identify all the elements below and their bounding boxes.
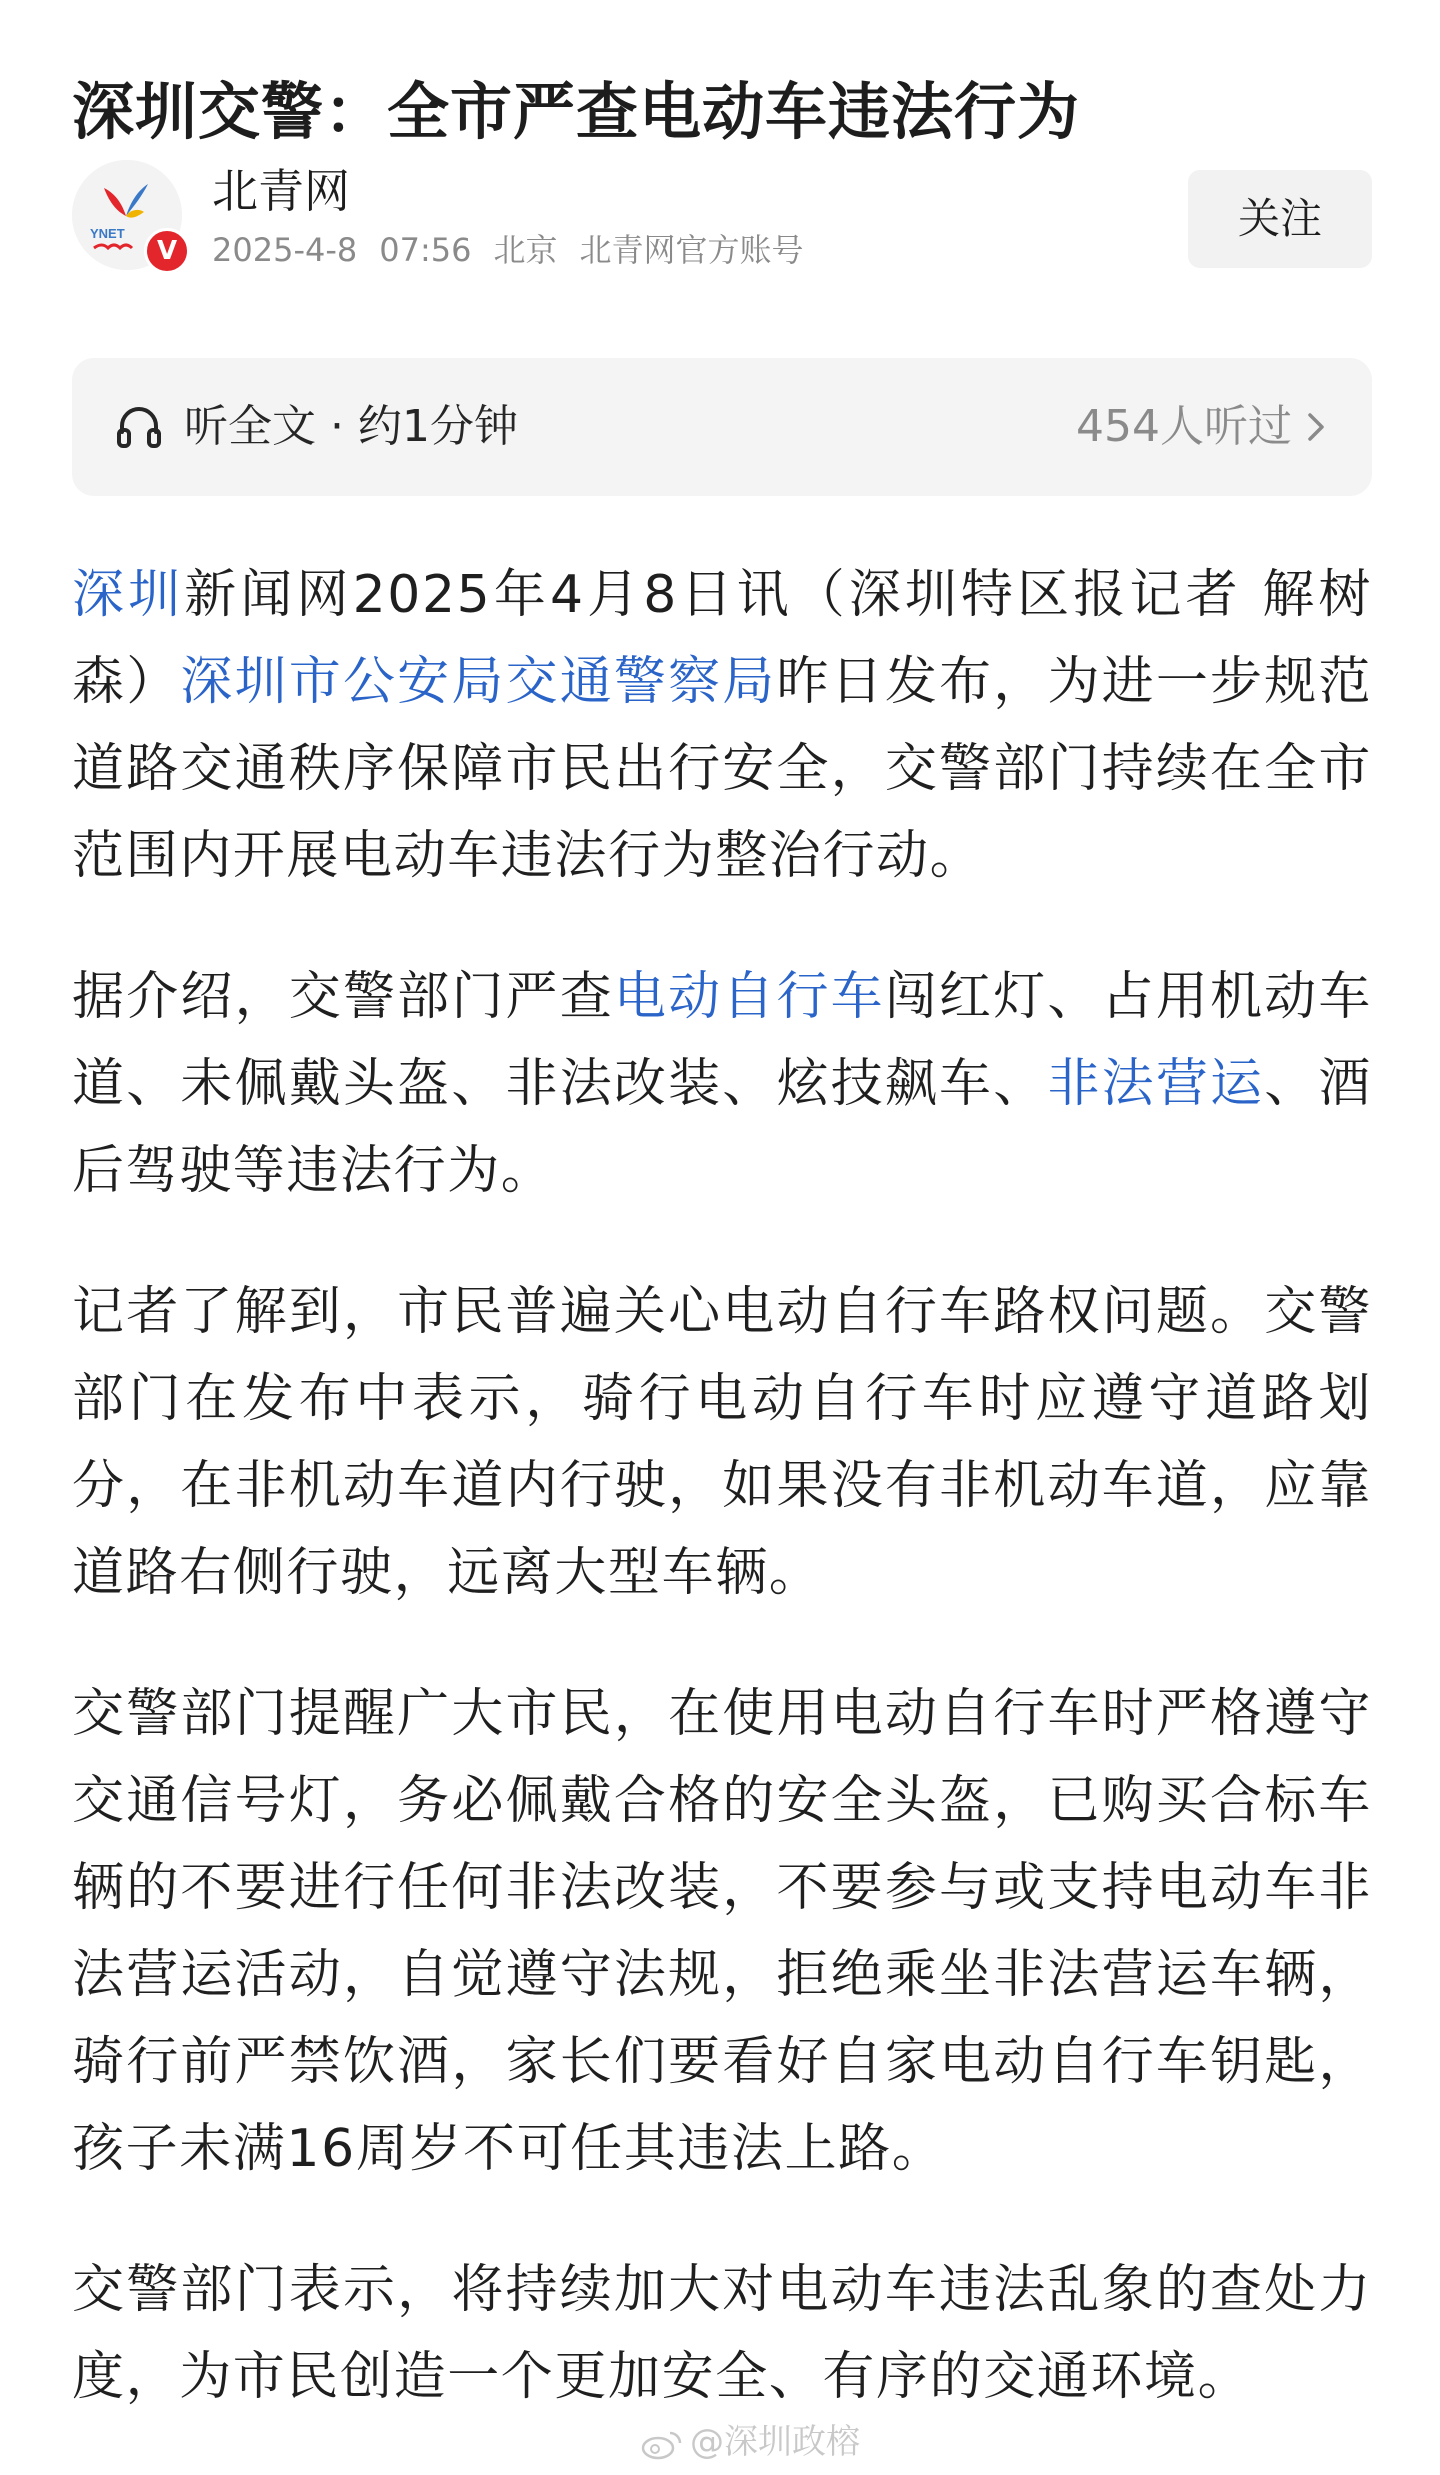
weibo-icon <box>640 2427 684 2461</box>
link-shenzhen[interactable]: 深圳 <box>72 565 185 625</box>
paragraph-text: 闯红灯、占用机动车道、未佩戴头盔、非法改装、炫技飙车、 <box>72 967 1372 1114</box>
article-title: 深圳交警：全市严查电动车违法行为 <box>72 74 1081 148</box>
publish-date: 2025-4-8 <box>212 231 358 269</box>
paragraph-5: 交警部门表示，将持续加大对电动车违法乱象的查处力度，为市民创造一个更加安全、有序的交通环境。 <box>72 2260 1372 2407</box>
link-e-bike[interactable]: 电动自行车 <box>613 967 885 1027</box>
paragraph-text: 昨日发布，为进一步规范道路交通秩序保障市民出行安全，交警部门持续在全市范围内开展电动车违法行为整治行动。 <box>72 652 1373 886</box>
paragraph-text: 、酒后驾驶等违法行为。 <box>72 1054 1372 1201</box>
listen-label: 听全文 · 约1分钟 <box>184 401 518 452</box>
verified-badge-icon: V <box>144 228 190 274</box>
svg-text:YNET: YNET <box>90 226 125 241</box>
author-name[interactable]: 北青网 <box>212 164 350 218</box>
author-row <box>72 160 1372 272</box>
author-meta <box>212 228 826 272</box>
listen-count: 454人听过 <box>1076 401 1292 452</box>
avatar[interactable] <box>72 160 182 270</box>
publish-location: 北京 <box>493 231 558 269</box>
publish-time: 07:56 <box>379 231 472 269</box>
watermark-text: @深圳政榕 <box>690 2422 860 2462</box>
paragraph-4: 交警部门提醒广大市民，在使用电动自行车时严格遵守交通信号灯，务必佩戴合格的安全头盔，已购买合标车辆的不要进行任何非法改装，不要参与或支持电动车非法营运活动，自觉遵守法规，拒绝乘坐非法营运车辆，骑行前严禁饮酒，家长们要看好自家电动自行车钥匙，孩子未满16周岁不可任其违法上路。 <box>72 1684 1372 2179</box>
follow-button[interactable]: 关注 <box>1188 170 1372 268</box>
paragraph-1 <box>72 552 1372 900</box>
listen-full-text-bar[interactable] <box>72 358 1372 496</box>
headphone-icon <box>114 402 164 452</box>
chevron-right-icon <box>1304 411 1328 443</box>
link-traffic-police-bureau[interactable]: 深圳市公安局交通警察局 <box>180 652 777 712</box>
paragraph-2 <box>72 954 1372 1215</box>
paragraph-3: 记者了解到，市民普遍关心电动自行车路权问题。交警部门在发布中表示，骑行电动自行车时应遵守道路划分，在非机动车道内行驶，如果没有非机动车道，应靠道路右侧行驶，远离大型车辆。 <box>72 1282 1372 1603</box>
account-type: 北青网官方账号 <box>579 231 804 269</box>
paragraph-text: 据介绍，交警部门严查 <box>72 967 614 1027</box>
article-body <box>72 552 1372 2475</box>
link-illegal-operation[interactable]: 非法营运 <box>1047 1054 1265 1114</box>
weibo-watermark <box>640 2420 860 2464</box>
paragraph-text: 新闻网2025年4月8日讯（深圳特区报记者 解树森） <box>72 565 1372 712</box>
